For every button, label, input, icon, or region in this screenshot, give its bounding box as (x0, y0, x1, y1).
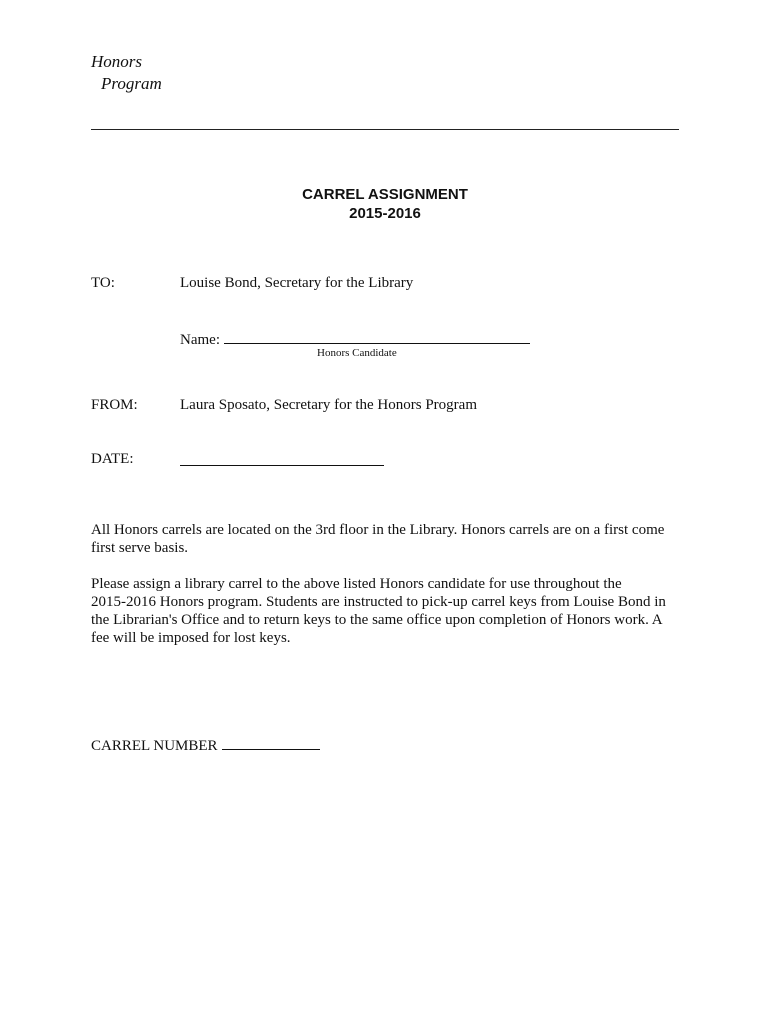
document-title: CARREL ASSIGNMENT (302, 186, 468, 203)
paragraph-instructions (91, 575, 681, 647)
paragraph-line: first serve basis. (91, 540, 189, 556)
paragraph-line: fee will be imposed for lost keys. (91, 630, 291, 646)
from-value: Laura Sposato, Secretary for the Honors Program (180, 397, 477, 413)
name-label: Name: (180, 332, 220, 348)
carrel-number-field (91, 735, 320, 755)
paragraph-line: All Honors carrels are located on the 3rd floor in the Library. Honors carrels are on a first come (91, 522, 665, 538)
name-field (180, 329, 530, 349)
header-divider (91, 129, 679, 130)
name-input-line[interactable] (224, 329, 530, 344)
to-value: Louise Bond, Secretary for the Library (180, 275, 414, 291)
date-field (180, 451, 384, 471)
to-label: TO: (91, 275, 115, 291)
letterhead-line-2: Program (101, 74, 162, 93)
paragraph-location (91, 521, 681, 557)
date-input-line[interactable] (180, 451, 384, 466)
carrel-number-input-line[interactable] (222, 735, 320, 750)
paragraph-line: Please assign a library carrel to the above listed Honors candidate for use throughout the (91, 576, 622, 592)
paragraph-line: 2015-2016 Honors program. Students are instructed to pick-up carrel keys from Louise Bond in (91, 594, 666, 610)
letterhead-line-1: Honors (91, 52, 143, 71)
paragraph-line: the Librarian's Office and to return keys to the same office upon completion of Honors work. A (91, 612, 663, 628)
document-year: 2015-2016 (349, 205, 421, 222)
carrel-number-label: CARREL NUMBER (91, 738, 218, 754)
from-label: FROM: (91, 397, 138, 413)
date-label: DATE: (91, 451, 134, 467)
name-caption: Honors Candidate (317, 347, 397, 359)
